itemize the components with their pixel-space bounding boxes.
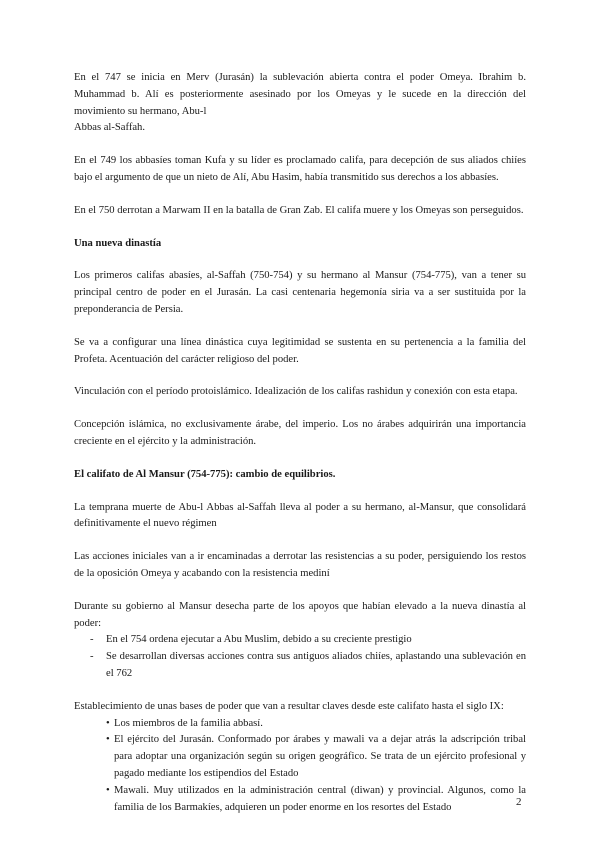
bullet-marker: • bbox=[106, 734, 110, 746]
page-number: 2 bbox=[516, 796, 522, 808]
paragraph-acciones-iniciales: Las acciones iniciales van a ir encaminadas a derrotar las resistencias a su poder, persiguiendo los restos de la oposición Omeya y acabando con la resistencia mediní bbox=[74, 551, 526, 579]
paragraph-concepcion-islamica: Concepción islámica, no exclusivamente árabe, del imperio. Los no árabes adquirirán una importancia creciente en el ejército y la administración. bbox=[74, 419, 526, 447]
document-body bbox=[74, 70, 526, 816]
list-item: - Se desarrollan diversas acciones contra sus antiguos aliados chiíes, aplastando una sublevación en el 762 bbox=[90, 651, 526, 679]
dash-marker: - bbox=[90, 634, 94, 646]
paragraph-temprana-muerte: La temprana muerte de Abu-l Abbas al-Saffah lleva al poder a su hermano, al-Mansur, que consolidará definitivamente el nuevo régimen bbox=[74, 501, 526, 530]
heading-nueva-dinastia: Una nueva dinastía bbox=[74, 237, 162, 249]
dash-list bbox=[74, 632, 526, 682]
dash-marker: - bbox=[90, 651, 94, 663]
paragraph-vinculacion: Vinculación con el período protoislámico. Idealización de los califas rashidun y conexión con esta etapa. bbox=[74, 386, 518, 398]
paragraph-linea-dinastica: Se va a configurar una línea dinástica cuya legitimidad se sustenta en su pertenencia a la familia del Profeta. Acentuación del carácter religioso del poder. bbox=[74, 336, 526, 365]
bullet-marker: • bbox=[106, 784, 110, 796]
paragraph-primeros-califas: Los primeros califas abasíes, al-Saffah (750-754) y su hermano al Mansur (754-775), van a tener su principal centro de poder en el Jurasán. La casi centenaria hegemonía siria va a ser sustituida por la preponderancia de Persia. bbox=[74, 270, 526, 315]
paragraph-sublevacion: En el 747 se inicia en Merv (Jurasán) la sublevación abierta contra el poder Omeya. Ibrahim b. Muhammad b. Alí es posteriormente asesinado por los Omeyas y le sucede en la dirección del movimiento su hermano, Abu-l bbox=[74, 72, 526, 117]
list-item: • Mawali. Muy utilizados en la administración central (diwan) y provincial. Algunos, como la familia de los Barmakíes, adquieren un poder enorme en los resortes del Estado bbox=[106, 784, 526, 813]
heading-califato-al-mansur: El califato de Al Mansur (754-775): cambio de equilibrios. bbox=[74, 468, 336, 480]
paragraph-sublevacion-cont: Abbas al-Saffah. bbox=[74, 122, 145, 134]
list-item: - En el 754 ordena ejecutar a Abu Muslim, debido a su creciente prestigio bbox=[74, 632, 526, 649]
bullet-list bbox=[74, 716, 526, 817]
paragraph-establecimiento: Establecimiento de unas bases de poder que van a resultar claves desde este califato hasta el siglo IX: bbox=[74, 700, 504, 712]
list-item: • Los miembros de la familia abbasí. bbox=[74, 716, 526, 733]
paragraph-kufa: En el 749 los abbasíes toman Kufa y su líder es proclamado califa, para decepción de sus aliados chiíes bajo el argumento de que un nieto de Alí, Abu Hasim, había transmitido sus derechos a los abbasíes. bbox=[74, 155, 526, 183]
paragraph-durante-gobierno: Durante su gobierno al Mansur desecha parte de los apoyos que habían elevado a la nueva dinastía al poder: bbox=[74, 600, 526, 629]
paragraph-gran-zab: En el 750 derrotan a Marwam II en la batalla de Gran Zab. El califa muere y los Omeyas son perseguidos. bbox=[74, 204, 524, 216]
list-item: • El ejército del Jurasán. Conformado por árabes y mawali va a dejar atrás la adscripción tribal para adoptar una organización según su origen geográfico. Se trata de un ejército profesional y pagado mediante los estipendios del Estado bbox=[106, 734, 526, 779]
bullet-marker: • bbox=[106, 717, 110, 729]
